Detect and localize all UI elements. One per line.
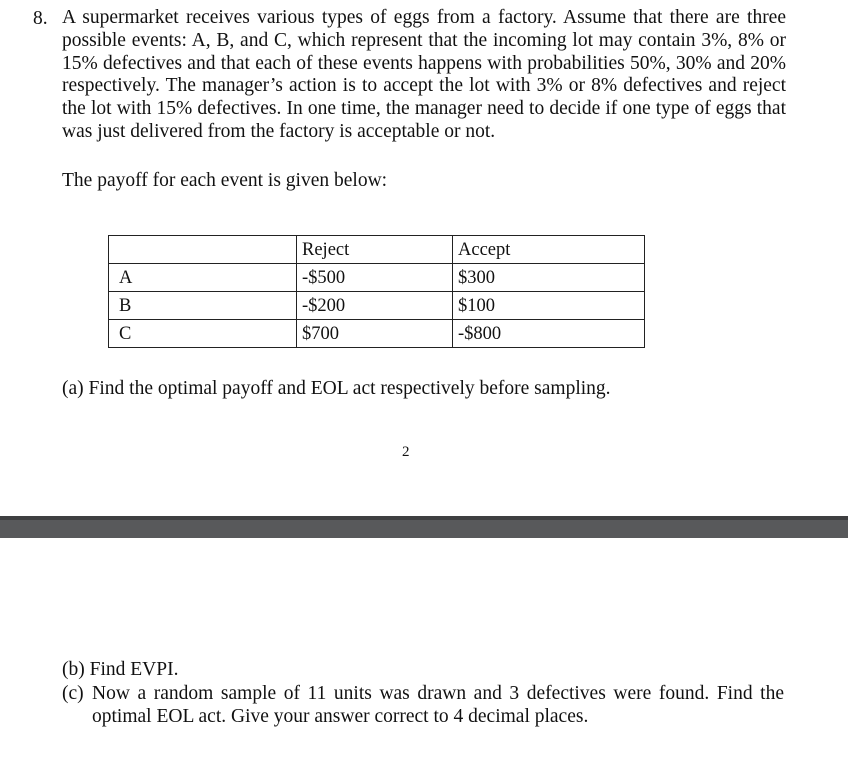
payoff-intro: The payoff for each event is given below: (62, 170, 388, 191)
accept-payoff: -$800 (453, 320, 645, 348)
question-text: A supermarket receives various types of eggs from a factory. Assume that there are three possible events: A, B, and C, which represent that the incoming lot may contain 3%, 8% or 15% defectives and that each of these events happens with probabilities 50%, 30% and 20% respectively. The manager’s action is to accept the lot with 3% or 8% defectives and reject the lot with 15% defectives. In one time, the manager need to decide if one type of eggs that was just delivered from the factory is acceptable or not. (62, 7, 786, 142)
event-label: B (109, 292, 297, 320)
question-number: 8. (33, 8, 48, 29)
payoff-table (108, 235, 645, 348)
part-a-question: (a) Find the optimal payoff and EOL act respectively before sampling. (62, 378, 611, 399)
reject-payoff: -$500 (297, 264, 453, 292)
table-header-reject: Reject (297, 236, 453, 264)
part-b-question: (b) Find EVPI. (62, 659, 179, 680)
page-number: 2 (402, 444, 410, 460)
part-c-question: Now a random sample of 11 units was drawn and 3 defectives were found. Find the optimal EOL act. Give your answer correct to 4 decimal places. (92, 683, 784, 727)
table-row (109, 292, 645, 320)
accept-payoff: $300 (453, 264, 645, 292)
event-label: A (109, 264, 297, 292)
table-header-row (109, 236, 645, 264)
reject-payoff: -$200 (297, 292, 453, 320)
page-separator (0, 516, 848, 538)
part-c-label: (c) (62, 683, 84, 704)
table-row (109, 264, 645, 292)
table-header-cell (109, 236, 297, 264)
event-label: C (109, 320, 297, 348)
table-header-accept: Accept (453, 236, 645, 264)
accept-payoff: $100 (453, 292, 645, 320)
table-row (109, 320, 645, 348)
reject-payoff: $700 (297, 320, 453, 348)
